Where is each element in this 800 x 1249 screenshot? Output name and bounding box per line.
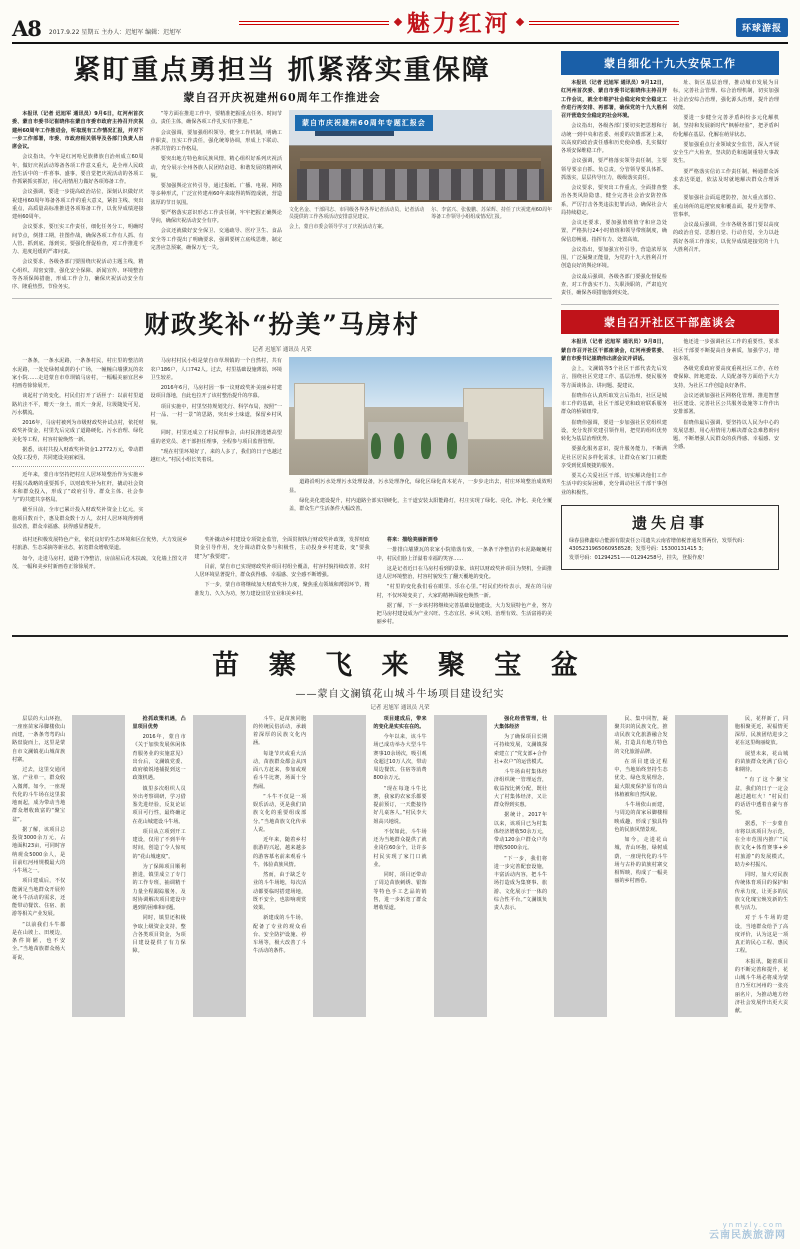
photo-tree [371, 433, 381, 459]
top-section [12, 51, 788, 629]
column-rule [434, 715, 487, 1018]
paragraph: 如今，走进马房村，道路干净整洁，房前屋后花木扶疏，文化墙上图文并茂，一幅和美乡村新画卷正徐徐展开。 [12, 555, 188, 570]
lost-notice-heading: 遗失启事 [631, 513, 708, 532]
paragraph: 会议还要求，要加强值班值守和应急处置，严格执行24小时值班和领导带班制度，确保信息畅通、指挥有力、处置高效。 [561, 220, 667, 243]
paragraph: 本报讯（记者 迟旭军 通讯员）9月8日，蒙自市召开社区干部座谈会，红河州委常委、蒙自市委书记崔晓伟出席会议并讲话。 [561, 339, 667, 362]
paragraph: 过去，这里交通闭塞，产业单一，群众收入微薄。如今，一座现代化的斗牛场在这里拔地而起，成为带动当地群众增收致富的“聚宝盆”。 [12, 767, 66, 823]
article-top-col1 [12, 110, 144, 293]
photo-people [297, 169, 544, 200]
article-mid-photo-block [289, 357, 552, 533]
paper-logo: 环球游报 [736, 18, 788, 37]
photo-banner: 蒙自市庆祝建州60周年专题汇报会 [295, 115, 433, 131]
paragraph: 会议指出，要加强宣传引导，营造浓厚氛围，广泛凝聚正能量，为党的十九大胜利召开创造良好的舆论环境。 [561, 246, 667, 270]
paragraph: 斗牛场依山而建，与周边的苗家吊脚楼相映成趣，形成了独具特色的民族风情景观。 [614, 802, 668, 833]
paragraph: 今年以来，该斗牛场已成功举办大型斗牛赛事10余场次，吸引观众超过10万人次，带动周边餐饮、住宿等消费800余万元。 [373, 734, 427, 782]
paragraph: 崔晓伟最后强调，要坚持以人民为中心的发展思想，用心用情用力解决群众急难愁盼问题，不断增强人民群众的获得感、幸福感、安全感。 [673, 419, 779, 451]
column-rule [193, 715, 246, 1018]
article-mid [12, 305, 552, 628]
paragraph: 会上，文澜镇等5个社区干部代表先后发言，围绕社区党建工作、基层治理、便民服务等方面谈体会、讲问题、提建议。 [561, 366, 667, 389]
paragraph: 会议还就做好安全保卫、交通疏导、医疗卫生、食品安全等工作提出了明确要求，强调要树立底线思维，制定完善应急预案，确保万无一失。 [150, 228, 282, 251]
page-title: 紧盯重点勇担当 抓紧落实重保障 [73, 55, 491, 86]
box-security-title: 蒙自细化十九大安保工作 [561, 51, 779, 75]
article-bottom-col5 [494, 715, 547, 1018]
photo-tree [394, 433, 404, 459]
paragraph: 会议指出，各级各部门要切实把思想和行动统一到中央和省委、州委的决策部署上来，以高度的政治责任感和历史使命感，扎实做好各项安保维稳工作。 [561, 123, 667, 154]
paragraph: 要加强社会面巡逻防控，加大重点部位、重点场所的巡逻密度和覆盖面，提升见警率、管事率。 [673, 195, 779, 218]
section-divider [12, 635, 788, 637]
paragraph: 同时，村里还成立了村民理事会，由村民推选德高望重的老党员、老干部担任理事，全程参与项目监督管理。 [150, 430, 282, 445]
watermark-site-name: 云南民族旅游网 [709, 1230, 786, 1241]
folio-meta: 2017.9.22 星期五 主办人：迟旭军 编辑：迟旭军 [48, 29, 182, 36]
photo-house-right [463, 388, 544, 440]
rule-right [529, 21, 679, 22]
photo-caption-left: 文化名金、干部同志、市同级各界各界记者活动员，记者活动员提供的工作各项活动安排意见建议。 [289, 207, 425, 221]
paragraph: 会议最后强调，各级各部门要强化督促检查，对工作落实不力、失职渎职的，严肃追究责任，确保各项措施落到实处。 [561, 273, 667, 296]
article-bottom-col6 [614, 715, 667, 1018]
article-mid-col4 [194, 536, 369, 629]
paragraph: 目前，蒙自市已实现财政奖补项目村组全覆盖，村容村貌持续改善，农村人居环境显著提升，群众获得感、幸福感、安全感不断增强。 [194, 563, 370, 579]
subheading: 抢抓政策机遇，凸显项目优势 [132, 715, 186, 730]
paragraph: 在项目建设过程中，当地始终坚持生态优先、绿色发展理念，最大限度保护原有的山体植被和自然风貌。 [614, 758, 668, 798]
box-security-col2 [673, 79, 779, 299]
photo-caption-bottom: 会上，蒙自市委会领导学习了庆祝活动方案。 [289, 223, 387, 230]
paragraph: 址、街区基层治理，推动城市发展为目标，完善社会管理、综合治理机制，切实加强社会治安综合治理，强化源头治理，提升治理效能。 [673, 80, 779, 111]
photo-tree [447, 433, 457, 459]
paragraph: “现在每逢斗牛比赛，我家的农家乐都要提前预订，一天能接待好几桌客人。”村民李大姐高兴地说。 [373, 785, 427, 825]
paragraph: 据统计，2017年以来，该项目已为村集体经济增收50余万元，带动120余户群众户均增收5000余元。 [493, 812, 548, 852]
paragraph: 会议要求，各级各部门要围绕庆祝活动主题主线，精心组织、周密安排，强化安全保障、新闻宣传、环境整治等各项保障措施，形成工作合力，确保庆祝活动安全有序、隆重热烈、节俭务实。 [12, 259, 144, 291]
paragraph: 会议强调，要进一步提高政治站位，深刻认识做好庆祝建州60周年筹备各项工作的重大意义，紧扣主线、突出重点，高质量高标准推进各项筹备工作，以优异成绩迎接建州60周年。 [12, 189, 144, 221]
lost-notice-line3: 发票号码：01294251——01294258号，挂失，登报作废！ [569, 555, 708, 562]
article-bottom-subhead: ——蒙自文澜镇花山城斗牛场项目建设纪实 [295, 688, 505, 700]
paragraph: 该村还积极发展特色产业，依托良好的生态环境和区位优势，大力发展乡村旅游、生态采摘等新业态，拓宽群众增收渠道。 [12, 537, 188, 552]
column-rule [675, 715, 728, 1018]
paragraph: “以前我们斗牛都是在山坡上、田埂边，条件简陋，也不安全。”当地苗族群众杨大哥说， [12, 921, 66, 961]
paragraph: 项目建成后，不仅能满足当地群众开展传统斗牛活动的需求，还能带动餐饮、住宿、旅游等相关产业发展。 [12, 878, 66, 918]
paragraph: 同时，镇里还积极争取上级资金支持，整合各类项目资金，为项目建设提供了有力保障。 [132, 915, 186, 955]
paragraph: 不仅如此，斗牛场还为当地群众提供了就业岗位60余个，让许多村民实现了家门口就业。 [373, 828, 427, 868]
paragraph: 展望未来，花山城的苗族群众充满了信心和期待。 [734, 750, 789, 774]
article-top-col2 [151, 110, 283, 293]
paragraph: 对于斗牛场的建设，当地群众给予了高度评价，认为这是一项真正的民心工程、惠民工程。 [734, 915, 789, 955]
paragraph: 斗牛场由村集体经济组织统一管理运营，收益按比例分配，既壮大了村集体经济，又让群众得到实惠。 [493, 769, 548, 809]
paragraph: 近年来，蒙自市坚持把村庄人居环境整治作为实施乡村振兴战略的重要抓手，以财政奖补为杠杆，撬动社会资本和群众投入，形成了“政府引导、群众主体、社会参与”的共建共享格局。 [12, 472, 144, 504]
divider [561, 304, 779, 305]
paragraph: 奖补撬动乡村建设专项资金监管，全面贯彻执行财政奖补政策，发挥财政资金引导作用，充分调动群众参与积极性，主动投身乡村建设，变“要我建”为“我要建”。 [194, 537, 370, 560]
paragraph: 一条条，一条水泥路，一条条村民，村庄里的整洁的水泥路，一处处绿树成荫的小广场，一幢幢白墙黛瓦的农家小院……走进蒙自市草坝镇马房村，一幅幅美丽宜居乡村画卷徐徐展开。 [12, 358, 144, 390]
paragraph: 会议强调，要严格落实领导责任制，主要领导要亲自抓、负总责，分管领导要具体抓、抓落实，层层传导压力，级级落实责任。 [561, 158, 667, 181]
divider [12, 298, 552, 299]
article-mid-headline: 财政奖补“扮美”马房村 [144, 310, 420, 340]
paragraph: 会议最后强调，全市各级各部门要以高度的政治自觉、思想自觉、行动自觉，全力以赴抓好各项工作落实，以优异成绩迎接党的十九大胜利召开。 [673, 222, 779, 253]
paragraph: 同时，加大对民族传统体育项目的保护和传承力度，让更多的民族文化瑰宝焕发新的生机与活力。 [734, 872, 789, 912]
photo-house-left [294, 383, 364, 439]
paragraph: 每逢节庆或重大活动，苗族群众都会从四面八方赶来，参加或观看斗牛比赛，场面十分热闹。 [252, 750, 307, 790]
paragraph: 这是记者近日在马房村看到的景象。该村以财政奖补项目为契机，全面推进人居环境整治，村容村貌发生了翻天覆地的变化。 [376, 565, 552, 581]
divider [12, 466, 144, 467]
paragraph: 要加强重点行业领域安全监管，深入开展安全生产大检查，坚决防范和遏制重特大事故发生。 [673, 141, 779, 165]
column-rule [72, 715, 125, 1018]
article-bottom-col2 [132, 715, 185, 1018]
article-mid-columns-lower [12, 536, 552, 629]
paragraph: 项目建成后，带来的变化是实实在在的。 [373, 715, 427, 730]
paragraph: 斗牛，是苗族同胞的传统民俗活动，承载着深厚的民族文化内涵。 [252, 715, 307, 747]
paragraph: 新建成的斗牛场，配备了专业的观众看台、安全防护设施、停车场等，极大改善了斗牛活动的条件。 [252, 915, 307, 955]
watermark-site-url: ynmzly.com [722, 1221, 784, 1229]
village-photo [289, 357, 552, 475]
paragraph: 会议要求，要压实工作责任，细化任务分工，明确时间节点，倒排工期，挂图作战，确保各项工作有人抓、有人管、抓到底、落到实。要强化督促检查，对工作推进不力、进度迟缓的严肃问责。 [12, 224, 144, 256]
paragraph: 2016年6月，马房村因一事一议财政奖补美丽乡村建设项目落地，自此也拉开了该村整治提升的序幕。 [150, 385, 282, 400]
masthead [12, 10, 788, 44]
diamond-left-icon [393, 17, 401, 25]
paragraph: 他还进一步强调社区工作的重要性，要求社区干部要不断提高自身素质，加强学习，增强本领。 [673, 339, 779, 362]
article-top-subhead: 蒙自召开庆祝建州60周年工作推进会 [183, 91, 381, 105]
paragraph: 项目从立项到开工建设，仅用了不到半年时间，创造了令人惊叹的“花山城速度”。 [132, 828, 186, 860]
article-top-columns [12, 110, 552, 293]
column-rule [554, 715, 607, 1018]
paragraph: 要强化服务意识，提升服务能力，不断满足社区居民多样化需求，让群众在家门口就能享受到优质便捷的服务。 [561, 446, 667, 469]
subheading: 强化经营管理，壮大集体经济 [493, 715, 548, 730]
article-mid-col3 [289, 478, 552, 513]
article-mid-columns [12, 357, 552, 533]
paragraph: 各级党委政府要高度重视社区工作，在经费保障、阵地建设、人员配备等方面给予大力支持，为社区工作创造良好条件。 [673, 366, 779, 389]
paragraph: 马房村村民小组是蒙自市草坝镇的一个自然村，共有农户186户，人口742人。过去，村里基础设施薄弱，环境卫生较差。 [150, 358, 283, 381]
paragraph: 要严格落实意识形态工作责任制，牢牢把握正确舆论导向，确保庆祝活动安全有序。 [150, 209, 282, 225]
paragraph: 本报讯（记者 迟旭军 通讯员）9月12日，红河州首次委、蒙自市委书记崔晓伟主持召开工作会议，就全市维护社会稳定和安全稳定工作进行再安排、再部署，确保党的十九大胜利召开营造安全稳定的社会环境。 [561, 80, 667, 119]
paragraph: 据悉，该村共投入财政奖补资金1.2772万元，带动群众投工投劳，共同建设美丽家园。 [12, 446, 144, 462]
lost-notice-line1: 绿春县彝鑫综合能源有限责任公司遗失云南省增值税普通发票两份，发票代码： [569, 537, 748, 544]
paragraph: 要加强舆论宣传引导，通过报纸、广播、电视、网络等多种形式，广泛宣传建州60年来取得的辉煌成就，营造浓厚的节日氛围。 [150, 183, 282, 206]
meeting-photo [289, 110, 552, 202]
column-rule [313, 715, 366, 1018]
paragraph: 镇里多次组织人员外出考察调研，学习借鉴先进经验，反复论证项目可行性，最终确定在花山城建设斗牛场。 [132, 785, 186, 825]
lost-notice [561, 505, 779, 570]
paragraph: 下一步，蒙自市将继续加大财政奖补力度，聚焦重点领域和薄弱环节，精准发力、久久为功，努力建设宜居宜业和美乡村。 [194, 582, 370, 597]
paragraph: “有了这个聚宝盆，我们的日子一定会越过越红火！”村民们的话语中透着自豪与喜悦。 [734, 777, 789, 817]
paragraph: 要关心关爱社区干部，切实解决他们工作生活中的实际困难，充分调动社区干部干事创业的积极性。 [561, 473, 667, 496]
paragraph: 会议要求，要突出工作重点，全面排查整治各类风险隐患，健全完善社会治安防控体系，严厉打击各类违法犯罪活动，确保社会大局持续稳定。 [561, 185, 667, 216]
paragraph: 为了保障项目顺利推进，镇里成立了专门的工作专班，抽调精干力量全程跟踪服务，及时协调解决项目建设中遇到的困难和问题。 [132, 863, 186, 912]
page-folio: A8 [12, 16, 41, 41]
masthead-title-area [189, 5, 728, 39]
paragraph: “现在村里环境好了，来的人多了，我们的日子也越过越红火。”村民小组长笑着说。 [150, 448, 282, 464]
article-mid-col1 [12, 357, 144, 533]
right-rail [561, 51, 779, 629]
paragraph: 要严格落实信访工作责任制，畅通群众诉求表达渠道，依法及时就地解决群众合理诉求。 [673, 168, 779, 191]
paragraph: 据了解，下一步该村将继续完善基础设施建设，大力发展特色产业，努力把马房村建设成为产业兴旺、生态宜居、乡风文明、治理有效、生活富裕的美丽乡村。 [376, 602, 552, 626]
paragraph: “等方面在推进工作中，要精准把握重点任务、时间节点、责任主体，确保各项工作扎实有序推进。” [150, 111, 282, 126]
paragraph: 如今，走进花山城，青山环抱，绿树成荫，一座现代化的斗牛场与古朴的苗族村寨交相辉映，构成了一幅美丽的乡村画卷。 [614, 837, 668, 885]
paragraph: 崔晓伟在认真听取发言后指出，社区是城市工作的基础，社区干部是党和政府联系服务群众的桥梁纽带。 [561, 392, 667, 416]
box-security-col1 [561, 79, 667, 299]
paragraph: 然而，由于缺乏专业的斗牛场地，每次活动都要临时搭建场地，既不安全，也影响观赏效果。 [252, 872, 307, 912]
article-bottom-byline: 记者 迟旭军 通讯员 凡荣 [370, 704, 430, 711]
photo-tree [421, 433, 431, 459]
paragraph: 同时，项目还带动了周边苗族刺绣、银饰等特色手工艺品的销售，进一步拓宽了群众增收渠道。 [373, 872, 427, 912]
section-title: 魅力红河 [406, 10, 511, 37]
paragraph: 民、集中同智，凝聚共识的民族文化，推动民族文化旅游融合发展，打造具有地方特色的文化旅游品牌。 [614, 715, 668, 755]
paragraph: 据悉，下一步蒙自市将以该项目为示范，在全市范围内推广“民族文化+体育赛事+乡村旅游”的发展模式，助力乡村振兴。 [734, 820, 789, 868]
paragraph: 谈起村子的变化，村民们打开了话匣子：以前村里道路坑洼不平，晴天一身土，雨天一身泥，垃圾随处可见，污水横流。 [12, 393, 144, 416]
paragraph: 会议强调，要加强组织领导，健全工作机制，明确工作职责，压实工作责任，强化统筹协调，形成上下联动、齐抓共管的工作格局。 [150, 129, 282, 153]
paragraph: 绿化美化建设提升，村内道路全部实现硬化，主干道安装太阳能路灯，村庄实现了绿化、亮化、净化、美化全覆盖，群众生产生活条件大幅改善。 [289, 497, 552, 513]
paragraph: 本报讯，随着项目的不断完善和提升，花山城斗牛场必将成为蒙自乃至红河州的一张亮丽名片，为推动地方经济社会发展作出更大贡献。 [734, 958, 789, 1015]
diamond-right-icon [515, 17, 523, 25]
paragraph: 截至目前，全市已累计投入财政奖补资金上亿元，实施项目数百个，惠及群众数十万人，农村人居环境得到明显改善，群众幸福感、获得感显著提升。 [12, 507, 144, 530]
box-community-col1 [561, 338, 667, 499]
lost-notice-line2: 4305231965060958528；发票号码：15300131415 3； [569, 546, 707, 553]
paragraph: 2016年，蒙自市《关于加快发展休闲体育服务业的实施意见》出台后，文澜镇党委、政府敏锐地捕捉到这一政策机遇。 [132, 734, 186, 782]
paragraph: 道路沿明污水处理污水处理设备，污水处理净化，绿化区绿化苗木花卉，一步步走出去，村庄环境整治成效明显。 [289, 479, 552, 494]
paragraph: 项目实施中，村里坚持规划先行、科学布局，按照“一村一品、一村一景”的思路，突出乡土味道，保留乡村风貌。 [150, 403, 282, 427]
paragraph: 会议还就加强社区网格化管理、推进智慧社区建设、完善社区公共服务设施等工作作出安排部署。 [673, 392, 779, 416]
article-bottom-col4 [373, 715, 426, 1018]
article-bottom [12, 643, 788, 1018]
paragraph: 据了解，该项目总投资3000余万元，占地面积23亩，可同时容纳观众5000余人，是目前红河州规模最大的斗牛场之一。 [12, 826, 66, 875]
paragraph: 近年来，随着乡村旅游的兴起，越来越多的游客慕名前来观看斗牛，体验苗族风情。 [252, 837, 307, 868]
subheading: 将来：描绘美丽新画卷 [386, 537, 438, 544]
paragraph: “村里的变化我们看在眼里、乐在心里。”村民们纷纷表示，现在的马房村，不仅环境变美了，大家的精神面貌也焕然一新。 [376, 584, 552, 599]
article-bottom-headline: 苗 寨 飞 来 聚 宝 盆 [212, 649, 588, 681]
paragraph: “斗牛不仅是一项娱乐活动，更是我们苗族文化的重要组成部分。”当地苗族文化传承人说。 [252, 793, 307, 833]
article-bottom-col7 [735, 715, 788, 1018]
photo-caption-right: 尔、李富兴、张俊鹏、苏荣辉、持任了庆祝建州60周年筹备工作领导小组组成情况汇报。 [431, 207, 552, 221]
box-community-title: 蒙自召开社区干部座谈会 [561, 310, 779, 334]
paragraph: 要进一步健全完善矛盾纠纷多元化解机制，坚持和发展新时代“枫桥经验”，把矛盾纠纷化解在基层、化解在萌芽状态。 [673, 115, 779, 138]
box-security-body [561, 79, 779, 299]
paragraph: 一排排白墙黛瓦的农家小院错落有致，一条条干净整洁的水泥路蜿蜒村中，村民们脸上洋溢着幸福的笑容…… [376, 547, 552, 562]
box-community-col2 [673, 338, 779, 499]
article-mid-col5 [377, 536, 552, 629]
article-top-photo-block [289, 110, 552, 293]
paragraph: 会议指出，今年是红河哈尼族彝族自治州成立60周年，做好庆祝活动筹备各项工作意义重大，是全州人民政治生活中的一件喜事、盛事，要自觉把庆祝活动的各项工作抓紧抓实抓好，用心用情用力做好各项筹备工作。 [12, 154, 144, 186]
paragraph: 2016年，马房村被列为市级财政奖补试点村，依托财政奖补资金，村里先后完成了道路硬化、污水治理、绿化美化等工程，村容村貌焕然一新。 [12, 420, 144, 443]
article-top [12, 51, 552, 629]
article-mid-byline: 记者 迟旭军 通讯员 凡荣 [252, 347, 312, 354]
article-bottom-columns [12, 715, 788, 1018]
paragraph: 崔晓伟强调，要进一步加强社区党组织建设，充分发挥党建引领作用，把党的组织优势转化为基层治理优势。 [561, 419, 667, 442]
paragraph: 层层的大山环抱，一座座苗家吊脚楼依山而建，一条条弯弯的山路盘旋而上，这里是蒙自市文澜镇花山城苗族村寨。 [12, 715, 66, 763]
rule-left [239, 21, 389, 22]
paragraph: 民，花样新了，同胞相聚更近，祝福情更深厚，民族团结进步之花在这里绚丽绽放。 [734, 715, 789, 747]
article-bottom-col1 [12, 715, 65, 1018]
paragraph: 要突出地方特色和民族风情，精心组织好系列庆祝活动，充分展示全州各族人民团结奋进、和谐发展的精神风貌。 [150, 156, 282, 179]
article-mid-col3b [12, 536, 187, 629]
article-mid-col2 [151, 357, 283, 533]
paragraph: “下一步，我们将进一步完善配套设施，丰富活动内容，把斗牛场打造成为集赛事、旅游、文化展示于一体的综合性平台。”文澜镇负责人表示。 [493, 855, 548, 912]
paragraph: 为了确保项目长期可持续发展，文澜镇探索建立了“党支部+合作社+农户”的运营模式。 [493, 734, 548, 765]
article-bottom-col3 [253, 715, 306, 1018]
paragraph: 本报讯（记者 迟旭军 通讯员）9月6日，红河州首次委、蒙自市委书记崔晓伟在蒙自市委市政府主持召开庆祝建州60周年工作推进会，听取现有工作情况汇报，并对下一步工作部署，市委、市政府相关领导及各部门负责人出席会议。 [12, 111, 144, 151]
box-community-body [561, 338, 779, 499]
